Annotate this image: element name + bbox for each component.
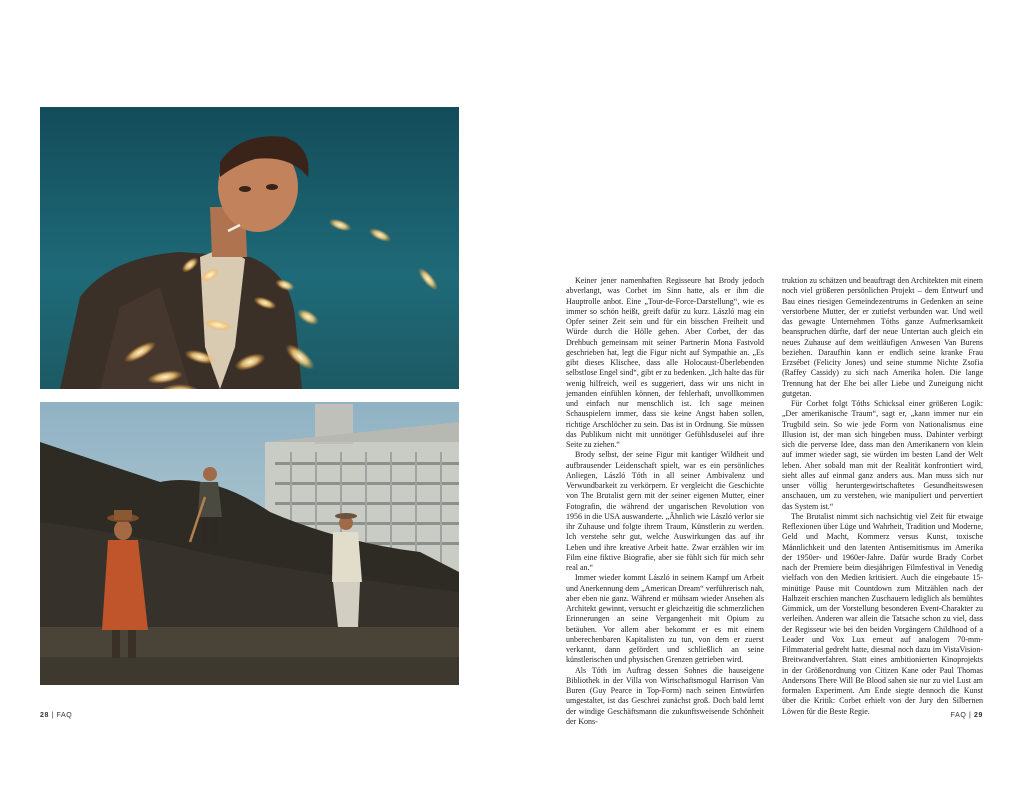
photo-men-on-coal-pile-image [40, 402, 459, 685]
page-number: 29 [974, 712, 983, 719]
article-column-right [782, 276, 983, 717]
section-label: FAQ [950, 712, 967, 719]
page-footer-right [951, 712, 983, 719]
paragraph: Brody selbst, der seine Figur mit kantiger Wildheit und aufbrausender Leidenschaft spielt, war es ein persönliches Anliegen, László Tóth in all seiner Ambivalenz und Verwundbarkeit zu verkörpern. Er vergleicht die Geschichte von The Brutalist gern mit der seiner eigenen Mutter, einer Fotografin, die während der ungarischen Revolution von 1956 in die USA auswanderte. „Ähnlich wie László verlor sie ihr Zuhause und folgte ihrem Traum, Künstlerin zu werden. Ich verstehe sehr gut, welche Auswirkungen das auf ihr Leben und ihre kreative Arbeit hatte. Zwar erzählen wir im Film eine fiktive Biografie, aber sie fühlt sich für mich sehr real an.“ [566, 450, 764, 572]
page-number: 28 [40, 712, 49, 719]
paragraph: The Brutalist nimmt sich nachsichtig viel Zeit für etwaige Reflexionen über Lüge und Wahrheit, Tradition und Moderne, Geld und Macht, Kommerz versus Kunst, toxische Männlichkeit und den latenten Antisemitismus im Amerika der 1950er- und 1960er-Jahre. Dafür wurde Brady Corbet nach der Premiere beim diesjährigen Filmfestival in Venedig vielfach von den Medien kritisiert. Auch die eingebaute 15-minütige Pause mit Countdown zum Mitzählen nach der Halbzeit erschien manchen Zuschauern lediglich als bemühtes Gimmick, um der Vorstellung besonderen Event-Charakter zu verleihen. Anderen war allein die Tatsache schon zu viel, dass der Regisseur wie bei den beiden Vorgängern Childhood of a Leader und Vox Lux erneut auf analogem 70-mm-Filmmaterial gedreht hatte, diesmal noch dazu im VistaVision-Breitwandverfahren. Statt eines ambitionierten Kinoprojekts in der Größenordnung von Citizen Kane oder Paul Thomas Andersons There Will Be Blood sahen sie nur zu viel Lust am formalen Experiment. Am Ende siegte dennoch die Kunst über die Kritik: Corbet erhielt von der Jury den Silbernen Löwen für die Beste Regie. [782, 511, 983, 716]
paragraph: Als Tóth im Auftrag dessen Sohnes die hauseigene Bibliothek in der Villa von Wirtschaftsmogul Harrison Van Buren (Guy Pearce in Top-Form) nach seinen Entwürfen umgestaltet, ist das Geschrei zunächst groß. Doch bald lernt der windige Geschäftsmann die zukunftsweisende Schönheit der Kons- [566, 665, 764, 726]
folio-separator: | [51, 712, 54, 719]
page-footer-left [40, 712, 72, 719]
folio-separator: | [969, 712, 972, 719]
photo-men-on-coal-pile [40, 402, 459, 685]
photo-man-with-light-trails-image [40, 107, 459, 389]
paragraph: Für Corbet folgt Tóths Schicksal einer größeren Logik: „Der amerikanische Traum“, sagt er, „kann immer nur ein Trugbild sein. So wie jede Form von Nationalismus eine Illusion ist, der man sich hingeben muss. Dahinter verbirgt sich die perverse Idee, dass man den Amerikanern von klein auf immer wieder sagt, sie würden im besten Land der Welt leben. Aber sobald man mit der Realität konfrontiert wird, sieht alles auf einmal ganz anders aus. Man muss sich nur unser völlig heruntergewirtschaftetes Gesundheitswesen anschauen, um zu verstehen, wie manipuliert und pervertiert das System ist.“ [782, 399, 983, 511]
paragraph: Immer wieder kommt László in seinem Kampf um Arbeit und Anerkennung dem „American Dream“ verführerisch nah, aber eben nie ganz. Während er mühsam wieder Ansehen als Architekt gewinnt, versucht er gleichzeitig die schmerzlichen Erinnerungen an seine Vergangenheit mit Opium zu betäuben. Vor allem aber bekommt er es mit einem unberechenbaren Kapitalisten zu tun, von dem er zuerst verkannt, dann gefördert und schließlich an seine künstlerischen und physischen Grenzen getrieben wird. [566, 573, 764, 665]
article-column-left [566, 276, 764, 727]
paragraph: truktion zu schätzen und beauftragt den Architekten mit einem noch viel größeren persönlichen Projekt – dem Entwurf und Bau eines riesigen Gemeindezentrums in Gedenken an seine verstorbene Mutter, der er zutiefst verbunden war. Und weil das gewagte Unternehmen Tóths ganze Aufmerksamkeit beanspruchen dürfte, darf der neue Untertan auch gleich ein neues Zuhause auf dem weitläufigen Anwesen Van Burens beziehen. Daraufhin kann er endlich seine kranke Frau Erzsébet (Felicity Jones) und seine stumme Nichte Zsofia (Raffey Cassidy) zu sich nach Amerika holen. Die lange Trennung hat der Ehe bei aller Liebe und Zuneigung nicht gutgetan. [782, 276, 983, 398]
paragraph: Keiner jener namenhaften Regisseure hat Brody jedoch abverlangt, was Corbet im Sinn hatte, als er ihm die Hauptrolle anbot. Eine „Tour-de-Force-Darstellung“, wie es immer so schön heißt, greift dafür zu kurz. László mag ein Opfer seiner Zeit sein und für ein bisschen Freiheit und Würde durch die Hölle gehen. Aber Corbet, der das Drehbuch gemeinsam mit seiner Partnerin Mona Fastvold geschrieben hat, legt die Figur nicht auf Sympathie an. „Es gibt dieses Klischee, dass alle Holocaust-Überlebenden selbstlose Engel sind“, gibt er zu bedenken. „Ich halte das für wenig hilfreich, weil es suggeriert, dass wir uns nicht in jemanden einfühlen können, der fehlerhaft, unvollkommen und einfach nur menschlich ist. Ich sage meinen Schauspielern immer, dass sie keine Angst haben sollen, richtige Arschlöcher zu sein. Das ist in Ordnung. Sie müssen das Publikum nicht mit unnötiger Gefühlsduselei auf ihre Seite zu ziehen.“ [566, 276, 764, 449]
section-label: FAQ [56, 712, 73, 719]
photo-man-with-light-trails [40, 107, 459, 389]
